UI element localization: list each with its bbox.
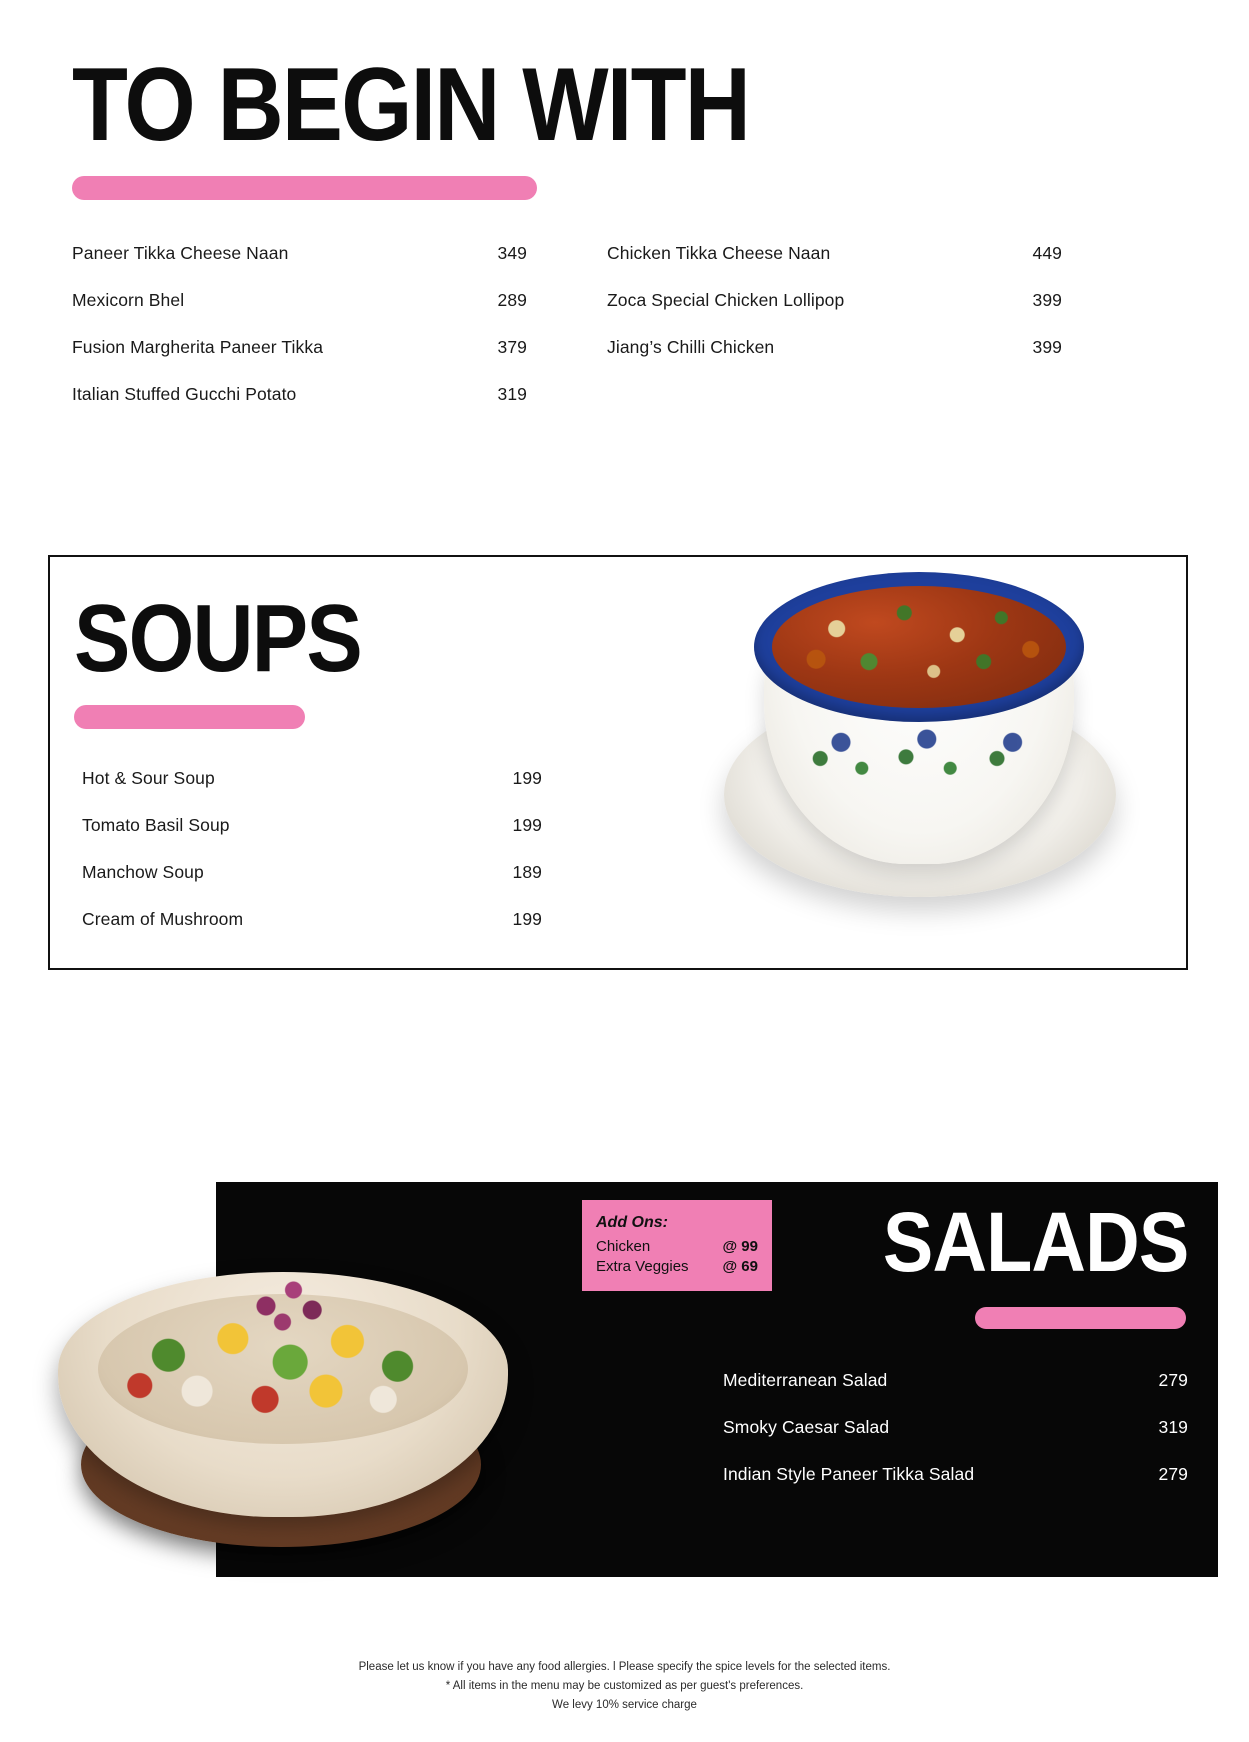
item-price: 349 bbox=[497, 242, 527, 263]
item-price: 399 bbox=[1032, 289, 1062, 310]
item-name: Mexicorn Bhel bbox=[72, 289, 185, 310]
item-name: Chicken Tikka Cheese Naan bbox=[607, 242, 831, 263]
item-name: Smoky Caesar Salad bbox=[723, 1417, 890, 1437]
addon-label: Extra Veggies bbox=[596, 1257, 689, 1275]
list-item bbox=[723, 1451, 1188, 1498]
list-item bbox=[72, 324, 527, 371]
soups-list bbox=[74, 755, 594, 943]
salads-addons-badge bbox=[582, 1200, 772, 1291]
salad-bowl-photo bbox=[46, 1262, 526, 1562]
item-price: 289 bbox=[497, 289, 527, 310]
item-name: Mediterranean Salad bbox=[723, 1370, 888, 1390]
addons-title: Add Ons: bbox=[596, 1214, 668, 1231]
item-price: 199 bbox=[512, 815, 542, 836]
soups-title: SOUPS bbox=[74, 585, 361, 692]
to-begin-with-left-column bbox=[72, 230, 527, 418]
item-name: Zoca Special Chicken Lollipop bbox=[607, 289, 845, 310]
list-item bbox=[607, 277, 1062, 324]
item-price: 399 bbox=[1032, 336, 1062, 357]
item-name: Cream of Mushroom bbox=[82, 909, 244, 930]
item-name: Tomato Basil Soup bbox=[82, 815, 230, 836]
item-price: 279 bbox=[1158, 1370, 1188, 1390]
item-price: 319 bbox=[497, 383, 527, 404]
soups-text-block bbox=[74, 585, 594, 943]
addon-amount: @ 99 bbox=[722, 1237, 758, 1255]
addon-label: Chicken bbox=[596, 1237, 651, 1255]
soup-bowl-photo bbox=[706, 542, 1136, 942]
footer-line-3: We levy 10% service charge bbox=[552, 1698, 697, 1711]
item-price: 279 bbox=[1158, 1464, 1188, 1484]
to-begin-with-columns bbox=[72, 230, 1177, 418]
addon-line bbox=[596, 1257, 758, 1277]
item-name: Hot & Sour Soup bbox=[82, 768, 215, 789]
addon-amount: @ 69 bbox=[722, 1257, 758, 1275]
list-item bbox=[607, 324, 1062, 371]
item-name: Fusion Margherita Paneer Tikka bbox=[72, 336, 324, 357]
item-name: Paneer Tikka Cheese Naan bbox=[72, 242, 289, 263]
list-item bbox=[72, 277, 527, 324]
addon-line bbox=[596, 1237, 758, 1257]
list-item bbox=[82, 849, 542, 896]
salads-section bbox=[216, 1182, 1218, 1577]
list-item bbox=[82, 802, 542, 849]
item-name: Italian Stuffed Gucchi Potato bbox=[72, 383, 297, 404]
footer-notes bbox=[0, 1658, 1249, 1715]
soups-accent-bar bbox=[74, 705, 305, 729]
to-begin-with-title: TO BEGIN WITH bbox=[72, 47, 750, 163]
to-begin-with-accent-bar bbox=[72, 176, 537, 200]
item-price: 449 bbox=[1032, 242, 1062, 263]
to-begin-with-right-column bbox=[607, 230, 1062, 418]
item-price: 319 bbox=[1158, 1417, 1188, 1437]
to-begin-with-section bbox=[72, 47, 1177, 418]
footer-line-1: Please let us know if you have any food allergies. l Please specify the spice levels for the selected items. bbox=[358, 1661, 891, 1673]
list-item bbox=[72, 371, 527, 418]
footer-line-2: * All items in the menu may be customized as per guest's preferences. bbox=[445, 1679, 804, 1692]
salads-accent-bar bbox=[975, 1307, 1186, 1329]
list-item bbox=[82, 755, 542, 802]
item-name: Manchow Soup bbox=[82, 862, 204, 883]
list-item bbox=[723, 1357, 1188, 1404]
item-price: 379 bbox=[497, 336, 527, 357]
item-name: Indian Style Paneer Tikka Salad bbox=[723, 1464, 975, 1484]
item-price: 189 bbox=[512, 862, 542, 883]
microgreens-garnish bbox=[233, 1272, 343, 1346]
soups-section bbox=[48, 555, 1188, 970]
item-name: Jiang’s Chilli Chicken bbox=[607, 336, 775, 357]
salads-list bbox=[723, 1357, 1188, 1498]
salads-title: SALADS bbox=[882, 1195, 1188, 1289]
item-price: 199 bbox=[512, 768, 542, 789]
list-item bbox=[82, 896, 542, 943]
list-item bbox=[723, 1404, 1188, 1451]
list-item bbox=[607, 230, 1062, 277]
soup-liquid bbox=[772, 586, 1066, 708]
list-item bbox=[72, 230, 527, 277]
item-price: 199 bbox=[512, 909, 542, 930]
